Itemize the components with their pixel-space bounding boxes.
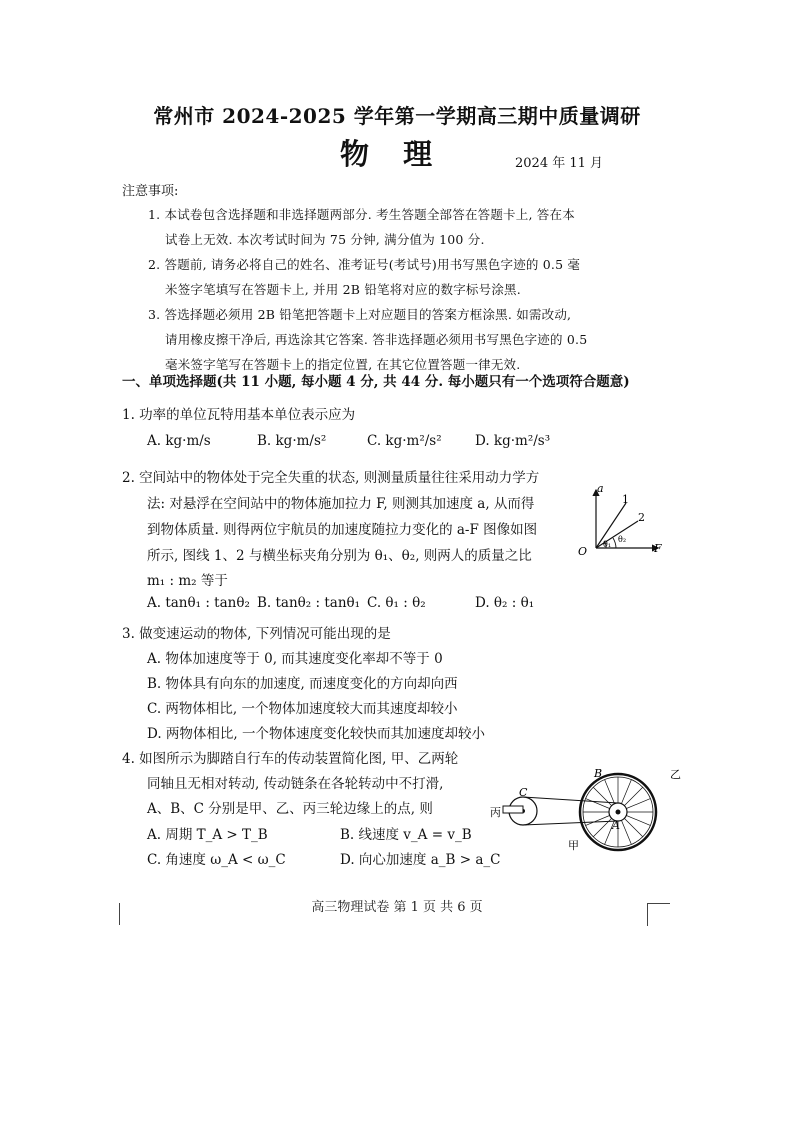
q1-option-d: D. kg·m²/s³ (475, 433, 551, 449)
note-line: 2. 答题前, 请务必将自己的姓名、准考证号(考试号)用书写黑色字迹的 0.5 毫 (148, 257, 581, 272)
q3-option-a: A. 物体加速度等于 0, 而其速度变化率却不等于 0 (147, 651, 443, 667)
note-line: 请用橡皮擦干净后, 再选涂其它答案. 答非选择题必须用书写黑色字迹的 0.5 (165, 332, 588, 347)
q1-option-a: A. kg·m/s (147, 433, 211, 449)
angle-2-label: θ₂ (618, 535, 627, 544)
note-line: 3. 答选择题必须用 2B 铅笔把答题卡上对应题目的答案方框涂黑. 如需改动, (148, 307, 572, 322)
y-axis-label: a (597, 482, 604, 495)
question-3-stem: 3. 做变速运动的物体, 下列情况可能出现的是 (122, 626, 391, 642)
page-title: 常州市 2024-2025 学年第一学期高三期中质量调研 (153, 104, 641, 128)
bicycle-transmission-figure (488, 762, 698, 862)
q3-option-d: D. 两物体相比, 一个物体速度变化较快而其加速度却较小 (147, 726, 486, 742)
q3-option-c: C. 两物体相比, 一个物体加速度较大而其速度却较小 (147, 701, 458, 717)
angle-1-label: θ₁ (603, 540, 612, 549)
label-bing: 丙 (490, 806, 501, 819)
page-footer: 高三物理试卷 第 1 页 共 6 页 (311, 900, 483, 915)
chain-bottom (523, 821, 618, 825)
q4-option-a: A. 周期 T_A > T_B (147, 827, 268, 843)
question-2-line: 到物体质量. 则得两位宇航员的加速度随拉力变化的 a-F 图像如图 (147, 522, 538, 538)
q1-option-c: C. kg·m²/s² (367, 433, 442, 449)
question-2-line: 法: 对悬浮在空间站中的物体施加拉力 F, 则测其加速度 a, 从而得 (147, 496, 535, 512)
label-c: C (519, 786, 528, 799)
af-graph-figure (570, 478, 670, 563)
line-2-label: 2 (638, 511, 645, 524)
exam-date: 2024 年 11 月 (515, 156, 604, 171)
question-4-line: 4. 如图所示为脚踏自行车的传动装置简化图, 甲、乙两轮 (122, 751, 459, 767)
q4-option-c: C. 角速度 ω_A < ω_C (147, 852, 286, 868)
q4-option-b: B. 线速度 v_A = v_B (340, 827, 472, 843)
subject-title: 物 理 (340, 137, 445, 171)
question-2-line: 2. 空间站中的物体处于完全失重的状态, 则测量质量往往采用动力学方 (122, 470, 540, 486)
pedal-crank (503, 806, 523, 813)
note-line: 毫米签字笔写在答题卡上的指定位置, 在其它位置答题一律无效. (165, 357, 521, 372)
label-yi: 乙 (670, 768, 681, 781)
section-heading: 一、单项选择题(共 11 小题, 每小题 4 分, 共 44 分. 每小题只有一个选项符合题意) (122, 374, 630, 390)
q2-option-a: A. tanθ₁ : tanθ₂ (147, 595, 250, 611)
question-4-line: 同轴且无相对转动, 传动链条在各轮转动中不打滑, (147, 776, 444, 792)
question-1-stem: 1. 功率的单位瓦特用基本单位表示应为 (122, 407, 356, 423)
note-line: 1. 本试卷包含选择题和非选择题两部分. 考生答题全部答在答题卡上, 答在本 (148, 207, 575, 222)
note-line: 米签字笔填写在答题卡上, 并用 2B 铅笔将对应的数字标号涂黑. (165, 282, 521, 297)
crop-mark-left (119, 903, 120, 925)
note-line: 试卷上无效. 本次考试时间为 75 分钟, 满分值为 100 分. (165, 232, 485, 247)
question-2-line: m₁ : m₂ 等于 (147, 573, 228, 589)
x-axis-label: F (654, 542, 662, 555)
notes-heading: 注意事项: (122, 184, 179, 199)
q4-option-d: D. 向心加速度 a_B > a_C (340, 852, 501, 868)
q1-option-b: B. kg·m/s² (257, 433, 327, 449)
q2-option-d: D. θ₂ : θ₁ (475, 595, 535, 611)
label-jia: 甲 (568, 839, 579, 852)
q3-option-b: B. 物体具有向东的加速度, 而速度变化的方向却向西 (147, 676, 458, 692)
label-a: A (612, 819, 620, 832)
q2-option-b: B. tanθ₂ : tanθ₁ (257, 595, 361, 611)
question-4-line: A、B、C 分别是甲、乙、丙三轮边缘上的点, 则 (147, 801, 433, 817)
label-b: B (594, 767, 603, 780)
crop-mark-right (647, 903, 670, 926)
wheel-hub (616, 810, 621, 815)
angle-arc-2 (613, 538, 616, 548)
line-1-label: 1 (622, 493, 629, 506)
question-2-line: 所示, 图线 1、2 与横坐标夹角分别为 θ₁、θ₂, 则两人的质量之比 (147, 548, 532, 564)
q2-option-c: C. θ₁ : θ₂ (367, 595, 426, 611)
origin-label: O (578, 545, 588, 558)
